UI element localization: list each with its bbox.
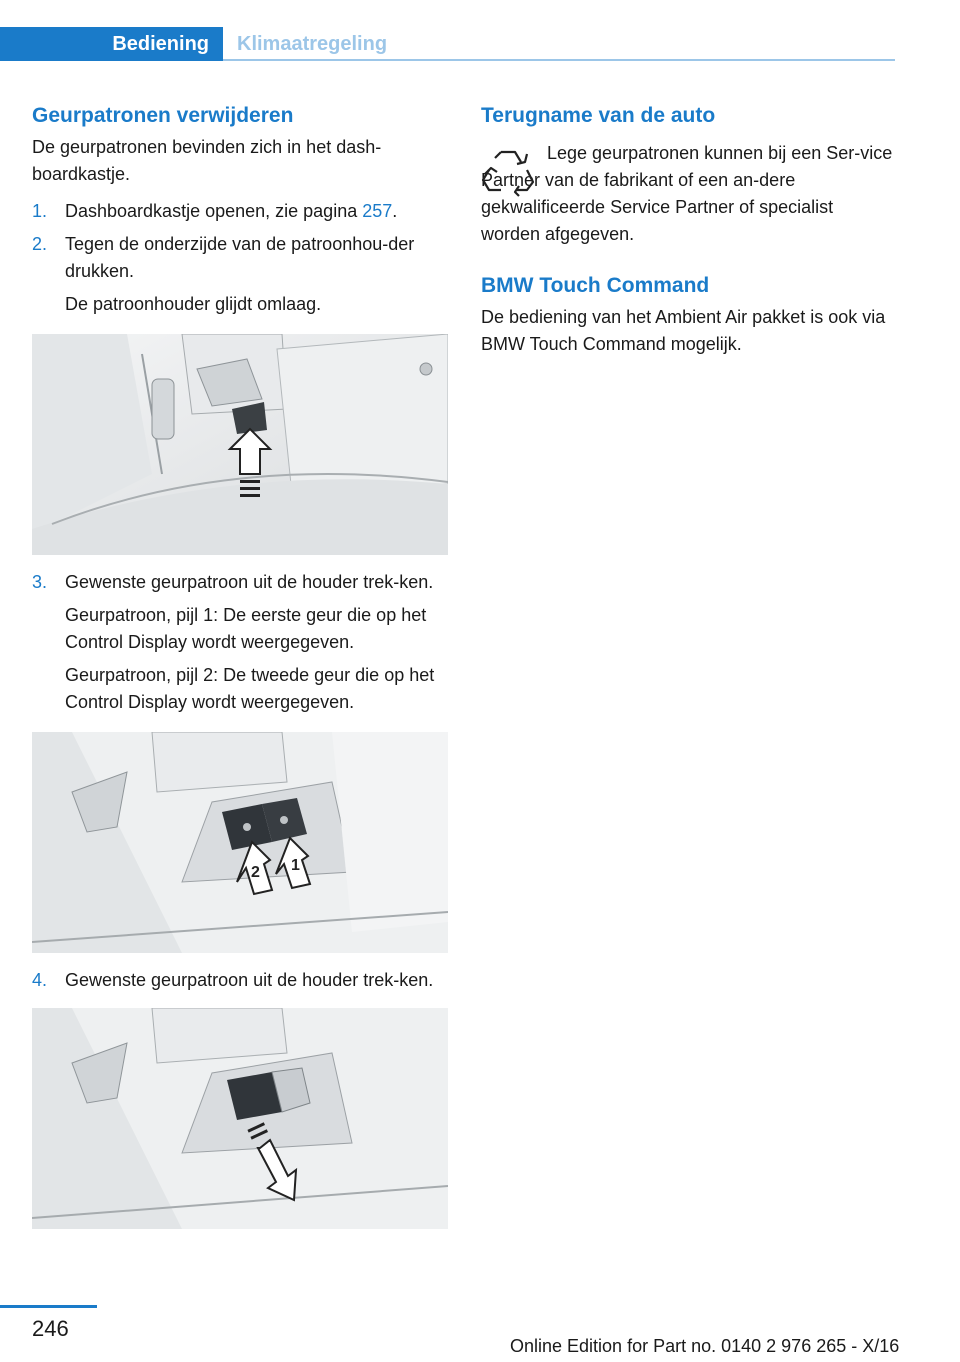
page-number: 246 [32, 1316, 69, 1341]
illustration-cartridge-pull [32, 1008, 448, 1229]
touch-command-text: De bediening van het Ambient Air pakket is ook via BMW Touch Command mogelijk. [481, 307, 886, 354]
step-number: 3. [32, 572, 48, 592]
edition-text: Online Edition for Part no. 0140 2 976 265 - X/16 [510, 1336, 900, 1356]
step-subtext: Geurpatroon, pijl 1: De eerste geur die op het Control Display wordt weergegeven. [65, 605, 427, 652]
recycle-icon [481, 144, 535, 198]
section-heading-touch-command: BMW Touch Command [481, 274, 710, 297]
svg-text:1: 1 [291, 857, 300, 874]
footer-rule [0, 1305, 97, 1308]
left-column [32, 100, 448, 1229]
step-number: 2. [32, 234, 48, 254]
intro-text: De geurpatronen bevinden zich in het dash-boardkastje. [32, 137, 382, 184]
step-number: 4. [32, 970, 48, 990]
step-4 [32, 967, 448, 994]
step-3 [32, 569, 448, 716]
tab-bediening[interactable]: Bediening [0, 27, 223, 61]
illustration-cartridge-arrows [32, 732, 448, 953]
svg-text:2: 2 [251, 864, 260, 881]
section-heading-remove: Geurpatronen verwijderen [32, 104, 294, 127]
section-heading-return: Terugname van de auto [481, 104, 716, 127]
recycle-note [481, 140, 895, 248]
step-subtext: De patroonhouder glijdt omlaag. [65, 294, 322, 314]
right-column [481, 100, 895, 358]
illustration-cartridge-press [32, 334, 448, 555]
step-text-end: . [392, 201, 398, 221]
step-number: 1. [32, 201, 48, 221]
header-tabs [0, 27, 895, 61]
page-link[interactable]: 257 [362, 201, 393, 221]
step-1 [32, 198, 448, 225]
step-subtext: Geurpatroon, pijl 2: De tweede geur die op het Control Display wordt weergegeven. [65, 665, 435, 712]
tab-klimaatregeling[interactable]: Klimaatregeling [237, 33, 388, 55]
step-2 [32, 231, 448, 318]
tab-underline [223, 59, 895, 61]
recycle-text: Lege geurpatronen kunnen bij een Ser-vice Partner van de fabrikant of een an-dere gekwalificeerde Service Partner of specialist worden afgegeven. [481, 143, 893, 244]
step-text: Gewenste geurpatroon uit de houder trek-ken. [65, 572, 434, 592]
step-text: Dashboardkastje openen, zie pagina [65, 201, 363, 221]
step-text: Gewenste geurpatroon uit de houder trek-ken. [65, 970, 434, 990]
step-text: Tegen de onderzijde van de patroonhou-der drukken. [65, 234, 415, 281]
